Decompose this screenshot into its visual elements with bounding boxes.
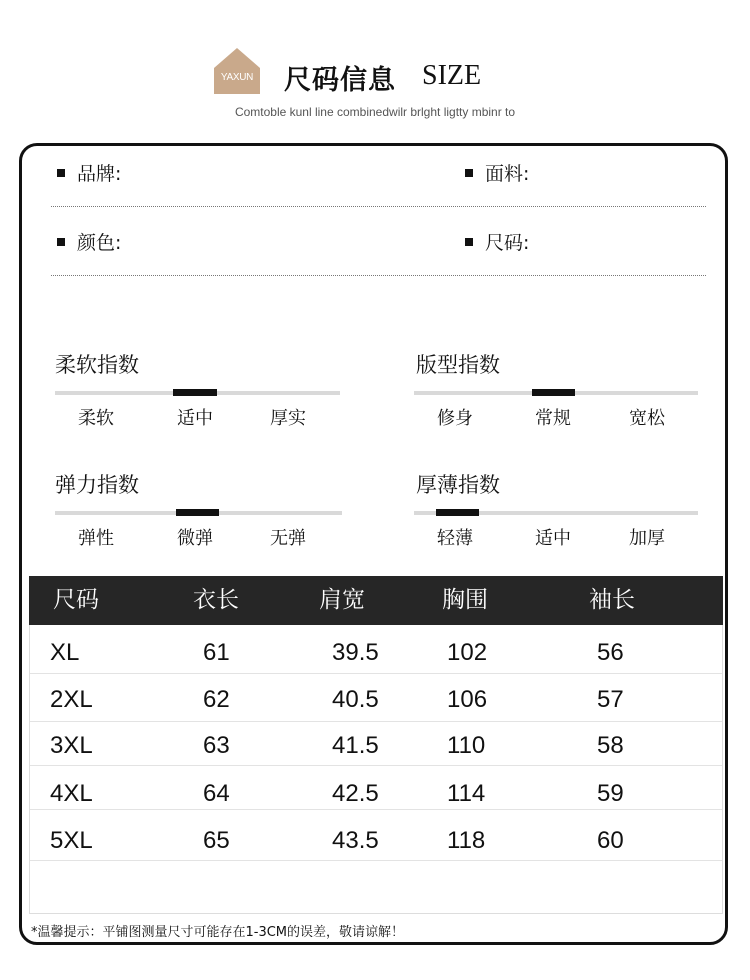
size-table-header — [29, 576, 723, 625]
column-header-length: 衣长 — [193, 587, 239, 613]
cell-length: 62 — [203, 686, 230, 713]
cell-shoulder: 42.5 — [332, 780, 379, 807]
index-marker — [176, 509, 219, 516]
logo-text: YAXUN — [220, 72, 254, 83]
logo-house-icon — [213, 46, 261, 94]
table-row — [30, 765, 722, 810]
cell-chest: 102 — [447, 639, 488, 666]
column-header-chest: 胸围 — [442, 587, 488, 613]
color-label: 颜色: — [77, 232, 122, 254]
bullet-icon — [57, 238, 65, 246]
index-marker — [173, 389, 217, 396]
index-option: 厚实 — [270, 408, 306, 429]
table-row — [30, 721, 722, 766]
index-option: 适中 — [177, 408, 213, 429]
cell-shoulder: 39.5 — [332, 639, 379, 666]
cell-chest: 110 — [447, 732, 486, 759]
index-option: 微弹 — [177, 528, 213, 549]
column-header-size: 尺码 — [53, 587, 99, 613]
cell-sleeve: 58 — [597, 732, 624, 759]
page-title-en: SIZE — [422, 60, 482, 91]
table-row — [30, 625, 722, 674]
index-option: 轻薄 — [437, 528, 473, 549]
index-option: 弹性 — [78, 528, 114, 549]
index-marker — [532, 389, 575, 396]
index-option: 修身 — [437, 408, 473, 429]
size-label: 尺码: — [485, 232, 530, 254]
cell-size: 2XL — [50, 686, 93, 713]
cell-size: XL — [50, 639, 80, 666]
index-track — [55, 391, 340, 395]
cell-size: 3XL — [50, 732, 93, 759]
cell-sleeve: 60 — [597, 827, 624, 854]
brand-logo — [213, 46, 261, 94]
cell-chest: 118 — [447, 827, 486, 854]
cell-sleeve: 57 — [597, 686, 624, 713]
fabric-field — [465, 159, 529, 186]
index-option: 柔软 — [78, 408, 114, 429]
index-title: 版型指数 — [416, 353, 500, 377]
bullet-icon — [465, 238, 473, 246]
cell-sleeve: 56 — [597, 639, 624, 666]
index-title: 厚薄指数 — [416, 473, 500, 497]
brand-field — [57, 159, 121, 186]
index-track — [414, 511, 698, 515]
index-option: 加厚 — [629, 528, 665, 549]
cell-chest: 106 — [447, 686, 488, 713]
bullet-icon — [465, 169, 473, 177]
cell-length: 63 — [203, 732, 230, 759]
index-track — [55, 511, 342, 515]
table-row — [30, 673, 722, 722]
index-title: 弹力指数 — [55, 473, 139, 497]
index-track — [414, 391, 698, 395]
column-header-sleeve: 袖长 — [589, 587, 635, 613]
divider — [51, 206, 706, 207]
index-option: 常规 — [535, 408, 571, 429]
cell-shoulder: 43.5 — [332, 827, 379, 854]
measurement-note: *温馨提示：平铺图测量尺寸可能存在1-3CM的误差，敬请谅解！ — [31, 925, 405, 940]
bullet-icon — [57, 169, 65, 177]
page-title: 尺码信息 — [284, 65, 396, 96]
divider — [51, 275, 706, 276]
cell-length: 61 — [203, 639, 230, 666]
cell-sleeve: 59 — [597, 780, 624, 807]
table-row — [30, 809, 722, 861]
cell-shoulder: 41.5 — [332, 732, 379, 759]
page-subtitle: Comtoble kunl line combinedwilr brlght ligtty mbinr to — [234, 105, 516, 119]
cell-length: 65 — [203, 827, 230, 854]
index-option: 适中 — [535, 528, 571, 549]
index-title: 柔软指数 — [55, 353, 139, 377]
fabric-label: 面料: — [485, 163, 530, 185]
cell-size: 4XL — [50, 780, 93, 807]
size-field — [465, 228, 529, 255]
index-option: 宽松 — [629, 408, 665, 429]
cell-size: 5XL — [50, 827, 93, 854]
index-option: 无弹 — [270, 528, 306, 549]
color-field — [57, 228, 121, 255]
cell-shoulder: 40.5 — [332, 686, 379, 713]
brand-label: 品牌: — [77, 163, 122, 185]
cell-length: 64 — [203, 780, 230, 807]
size-table-body — [29, 625, 723, 914]
index-marker — [436, 509, 479, 516]
cell-chest: 114 — [447, 780, 486, 807]
column-header-shoulder: 肩宽 — [319, 587, 365, 613]
